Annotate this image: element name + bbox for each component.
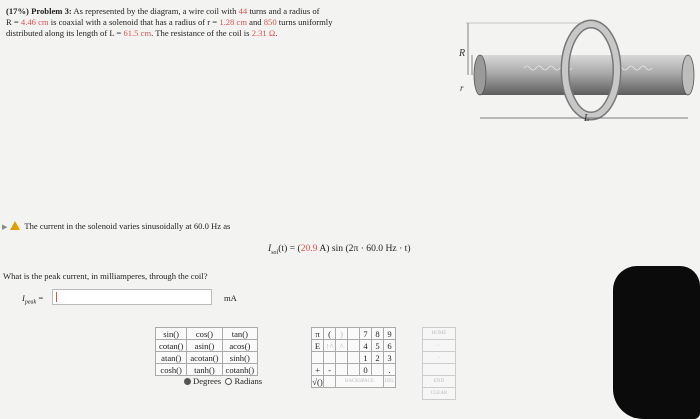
problem-label: Problem 3: xyxy=(31,6,72,16)
label-R: R xyxy=(459,48,466,59)
expand-arrow-icon[interactable]: ▶ xyxy=(2,223,8,231)
lparen-button[interactable]: ( xyxy=(324,328,336,340)
plus-button[interactable]: + xyxy=(312,364,324,376)
problem-text: is coaxial with a solenoid that has a radius of r = xyxy=(50,17,218,27)
formula-symbol: I xyxy=(268,243,272,254)
acotan-button[interactable]: acotan() xyxy=(187,352,222,364)
atan-button[interactable]: atan() xyxy=(156,352,187,364)
rparen-button[interactable]: ) xyxy=(336,328,348,340)
formula-sub: sol xyxy=(271,249,279,256)
key-9[interactable]: 9 xyxy=(384,328,396,340)
sqrt-button[interactable]: √() xyxy=(312,376,323,387)
coil-turns: 44 xyxy=(238,6,248,16)
problem-text: . The resistance of the coil is xyxy=(151,28,250,38)
solenoid-length: 61.5 cm xyxy=(123,28,152,38)
key-2[interactable]: 2 xyxy=(372,352,384,364)
function-keypad xyxy=(155,327,258,376)
radians-radio[interactable] xyxy=(225,378,232,385)
degrees-radio[interactable] xyxy=(184,378,191,385)
side-keypad xyxy=(422,327,456,400)
clear-button[interactable]: CLEAR xyxy=(423,388,456,400)
empty-key xyxy=(336,352,348,364)
right-arrow-button[interactable]: → xyxy=(423,352,456,364)
answer-sub: peak xyxy=(24,299,37,306)
part-text: The current in the solenoid varies sinusoidally at 60.0 Hz as xyxy=(24,221,231,231)
dot-button[interactable]: . xyxy=(384,364,396,376)
warning-icon xyxy=(10,221,20,230)
number-keypad xyxy=(311,327,396,388)
part-header xyxy=(0,221,230,231)
formula-mid: (t) = ( xyxy=(278,243,301,254)
coil-resistance: 2.31 Ω xyxy=(251,28,276,38)
acos-button[interactable]: acos() xyxy=(222,340,258,352)
home-button[interactable]: HOME xyxy=(423,328,456,340)
solenoid-body xyxy=(480,55,688,95)
empty-key xyxy=(324,376,336,388)
key-8[interactable]: 8 xyxy=(372,328,384,340)
redaction-blot xyxy=(613,266,700,419)
problem-statement xyxy=(6,6,426,39)
backspace-button[interactable]: BACKSPACE xyxy=(336,376,384,388)
e-button[interactable]: E xyxy=(312,340,324,352)
up-button[interactable]: ↑^ xyxy=(325,340,334,351)
text-cursor xyxy=(56,292,57,302)
problem-text: As represented by the diagram, a wire coil with xyxy=(73,6,237,16)
minus-button[interactable]: - xyxy=(324,364,336,376)
key-4[interactable]: 4 xyxy=(360,340,372,352)
answer-unit: mA xyxy=(224,293,237,303)
empty-key xyxy=(312,352,324,364)
cosh-button[interactable]: cosh() xyxy=(156,364,187,376)
key-5[interactable]: 5 xyxy=(372,340,384,352)
solenoid-radius: 1.28 cm xyxy=(219,17,247,27)
coil-solenoid-diagram xyxy=(459,8,698,140)
sin-button[interactable]: sin() xyxy=(156,328,187,340)
degrees-label: Degrees xyxy=(193,376,222,386)
empty-key xyxy=(372,364,384,376)
empty-key xyxy=(336,364,348,376)
problem-text: turns and a radius of xyxy=(249,6,320,16)
problem-text: distributed along its length of L = xyxy=(6,28,122,38)
label-L: L xyxy=(584,113,590,124)
empty-key xyxy=(348,364,360,376)
solenoid-turns: 850 xyxy=(263,17,277,27)
answer-label xyxy=(22,293,43,306)
problem-text: R = xyxy=(6,17,19,27)
solenoid-end-left xyxy=(474,55,486,95)
cos-button[interactable]: cos() xyxy=(187,328,222,340)
key-1[interactable]: 1 xyxy=(360,352,372,364)
answer-input[interactable] xyxy=(52,289,212,305)
problem-text: . xyxy=(275,28,278,38)
tanh-button[interactable]: tanh() xyxy=(187,364,222,376)
cotanh-button[interactable]: cotanh() xyxy=(222,364,258,376)
pi-button[interactable]: π xyxy=(312,328,324,340)
caret-button[interactable]: ^ xyxy=(336,340,348,352)
tan-button[interactable]: tan() xyxy=(222,328,258,340)
formula-amplitude: 20.9 xyxy=(300,243,318,254)
empty-key xyxy=(324,352,336,364)
cotan-button[interactable]: cotan() xyxy=(156,340,187,352)
answer-eq: = xyxy=(38,293,44,303)
radians-label: Radians xyxy=(234,376,263,386)
problem-weight: (17%) xyxy=(6,6,29,16)
answer-symbol: I xyxy=(22,293,25,303)
empty-key xyxy=(348,352,360,364)
end-button[interactable]: END xyxy=(423,376,456,388)
question-text: What is the peak current, in milliamperes, through the coil? xyxy=(3,271,208,281)
empty-key xyxy=(348,340,360,352)
left-arrow-button[interactable]: ← xyxy=(423,340,456,352)
solenoid-end-right xyxy=(682,55,694,95)
problem-text: turns uniformly xyxy=(278,17,333,27)
formula-right: A) sin (2π · 60.0 Hz · t) xyxy=(319,243,411,254)
asin-button[interactable]: asin() xyxy=(187,340,222,352)
current-formula xyxy=(268,243,411,256)
key-6[interactable]: 6 xyxy=(384,340,396,352)
key-0[interactable]: 0 xyxy=(360,364,372,376)
sinh-button[interactable]: sinh() xyxy=(222,352,258,364)
angle-mode xyxy=(184,376,262,386)
key-7[interactable]: 7 xyxy=(360,328,372,340)
blank-side-button[interactable] xyxy=(423,364,456,376)
coil-radius: 4.46 cm xyxy=(20,17,49,27)
empty-key xyxy=(348,328,360,340)
label-r: r xyxy=(460,83,464,93)
del-button[interactable]: DEL xyxy=(384,376,396,388)
problem-text: and xyxy=(249,17,262,27)
key-3[interactable]: 3 xyxy=(384,352,396,364)
